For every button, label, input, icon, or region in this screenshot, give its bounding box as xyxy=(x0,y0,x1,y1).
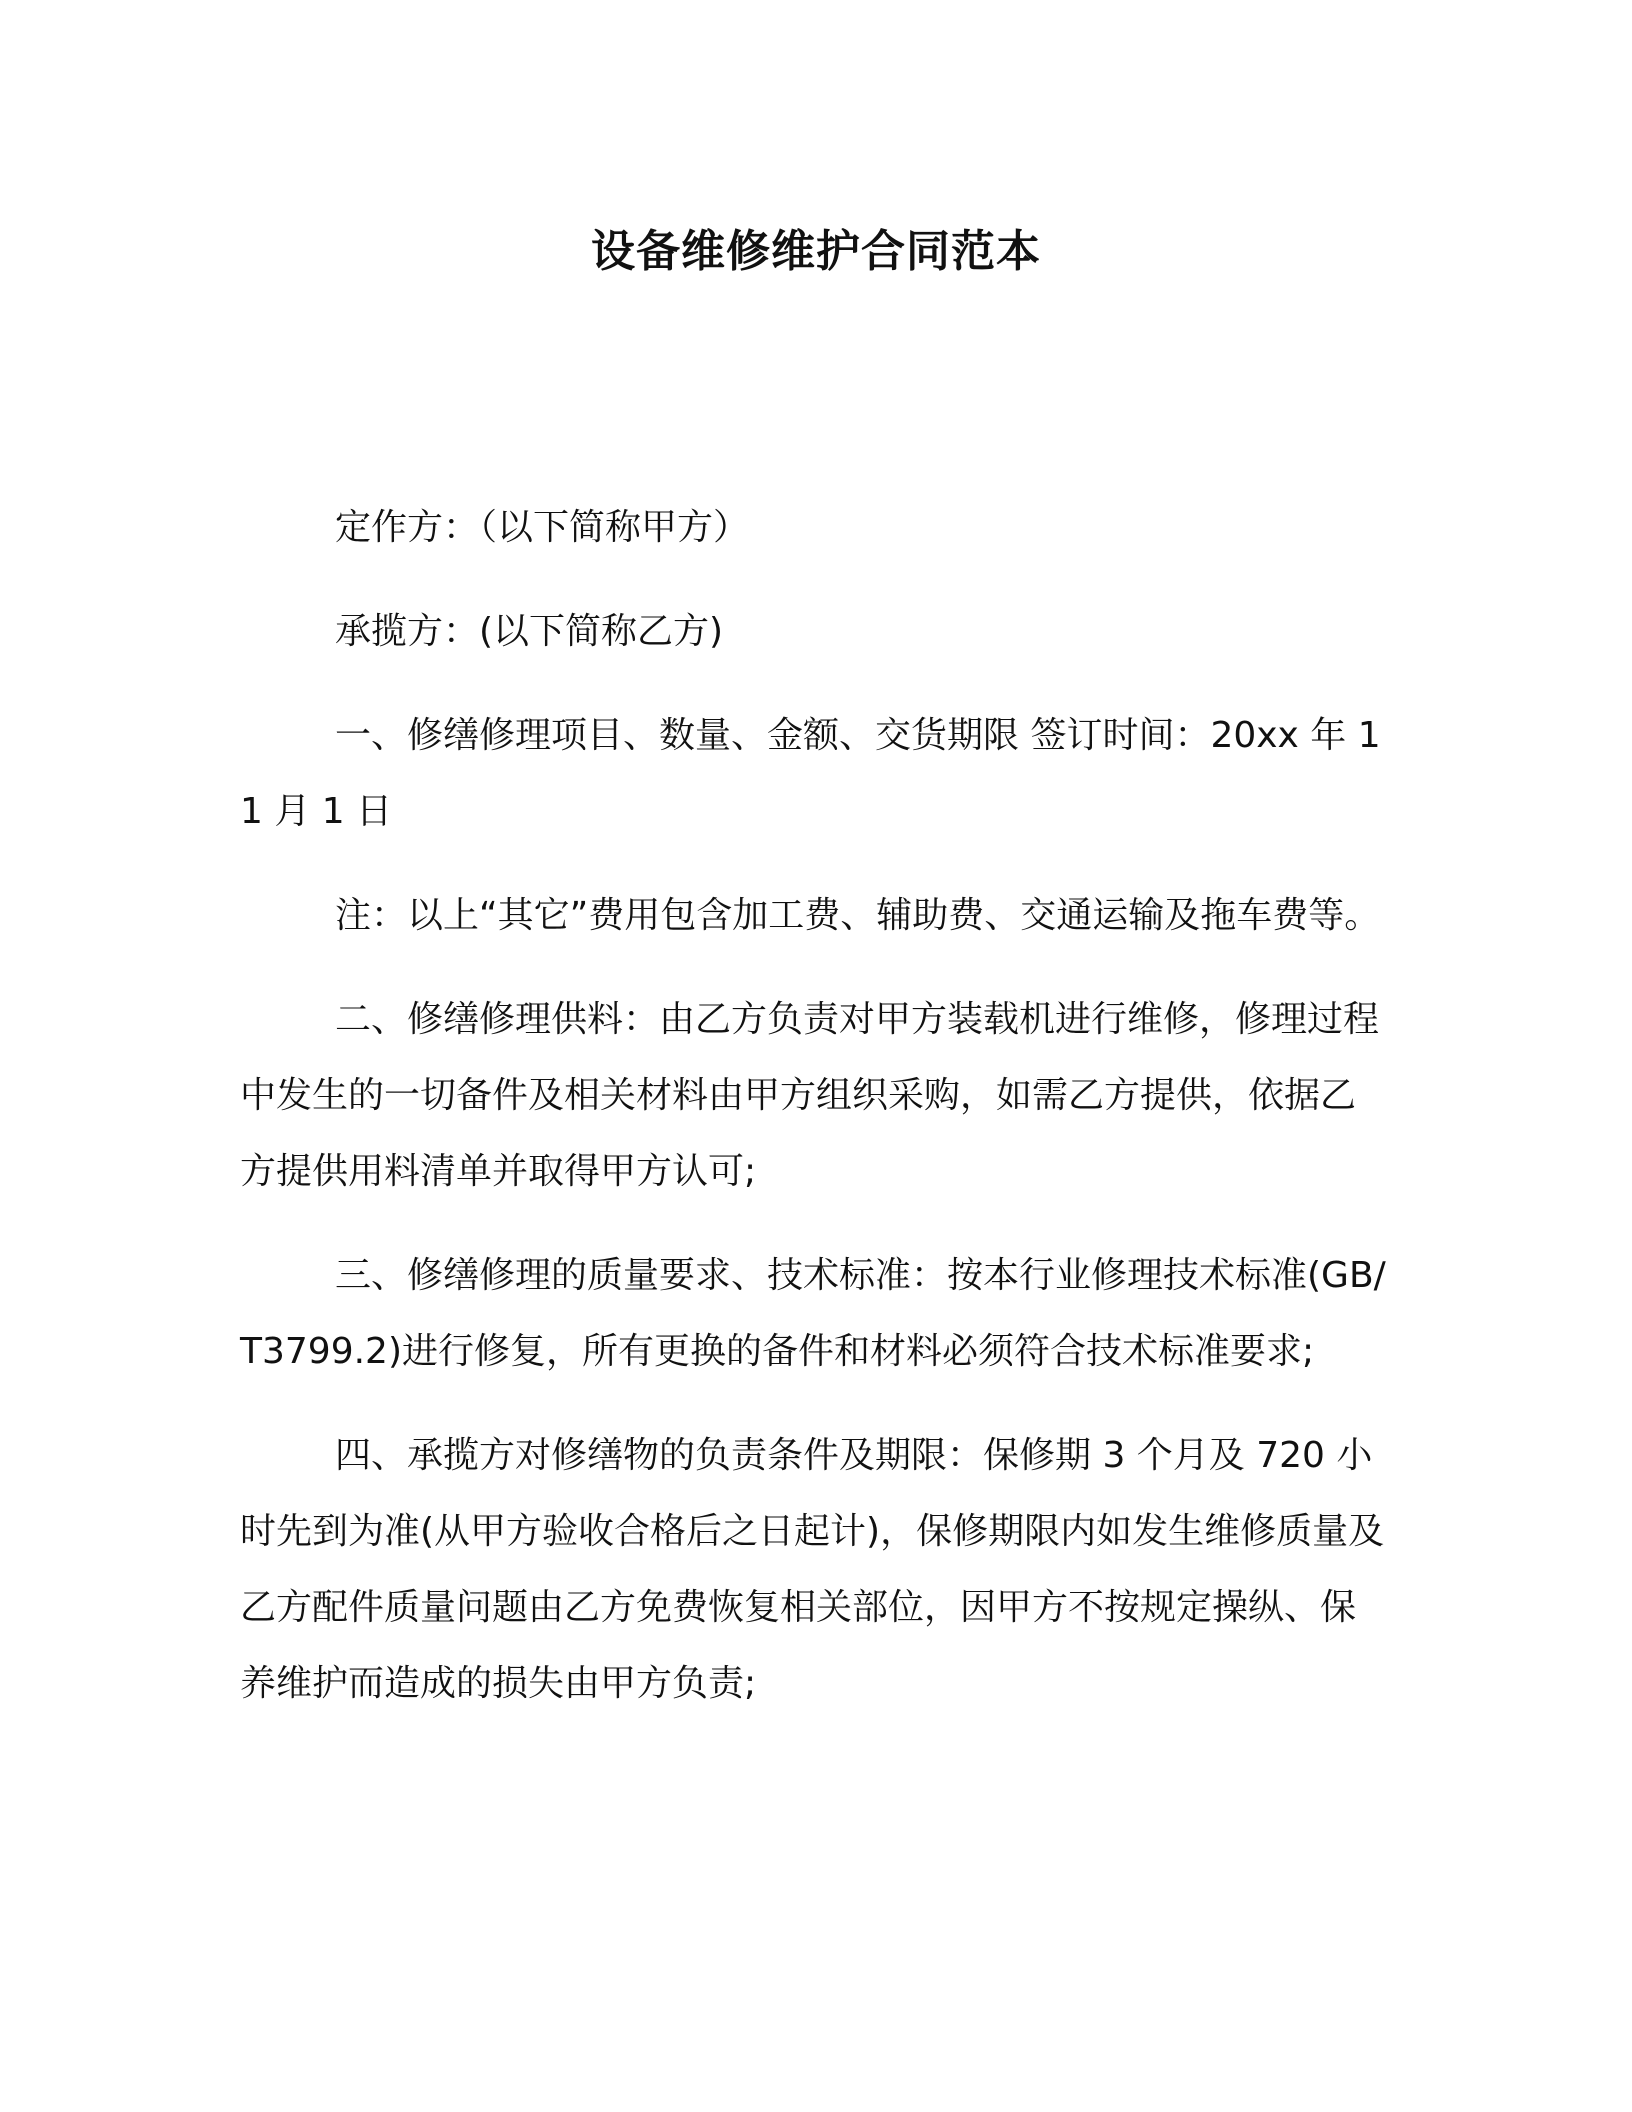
paragraph-note: 注：以上“其它”费用包含加工费、辅助费、交通运输及拖车费等。 xyxy=(335,895,1381,936)
paragraph-party-b: 承揽方：(以下简称乙方) xyxy=(335,611,724,652)
paragraph-section-3: 三、修缮修理的质量要求、技术标准：按本行业修理技术标准(GB/T3799.2)进行修复，所有更换的备件和材料必须符合技术标准要求; xyxy=(240,1255,1386,1372)
document-title: 设备维修维护合同范本 xyxy=(591,226,1041,277)
paragraph-section-1: 一、修缮修理项目、数量、金额、交货期限 签订时间：20xx 年 11 月 1 日 xyxy=(240,715,1381,832)
paragraph-party-a: 定作方：（以下简称甲方） xyxy=(335,507,750,548)
paragraph-section-2: 二、修缮修理供料：由乙方负责对甲方装载机进行维修，修理过程中发生的一切备件及相关材料由甲方组织采购，如需乙方提供，依据乙方提供用料清单并取得甲方认可; xyxy=(240,999,1380,1192)
document-body xyxy=(240,490,1390,1750)
paragraph-section-4: 四、承揽方对修缮物的负责条件及期限：保修期 3 个月及 720 小时先到为准(从甲方验收合格后之日起计)，保修期限内如发生维修质量及乙方配件质量问题由乙方免费恢复相关部位，因甲方不按规定操纵、保养维护而造成的损失由甲方负责; xyxy=(240,1435,1385,1704)
